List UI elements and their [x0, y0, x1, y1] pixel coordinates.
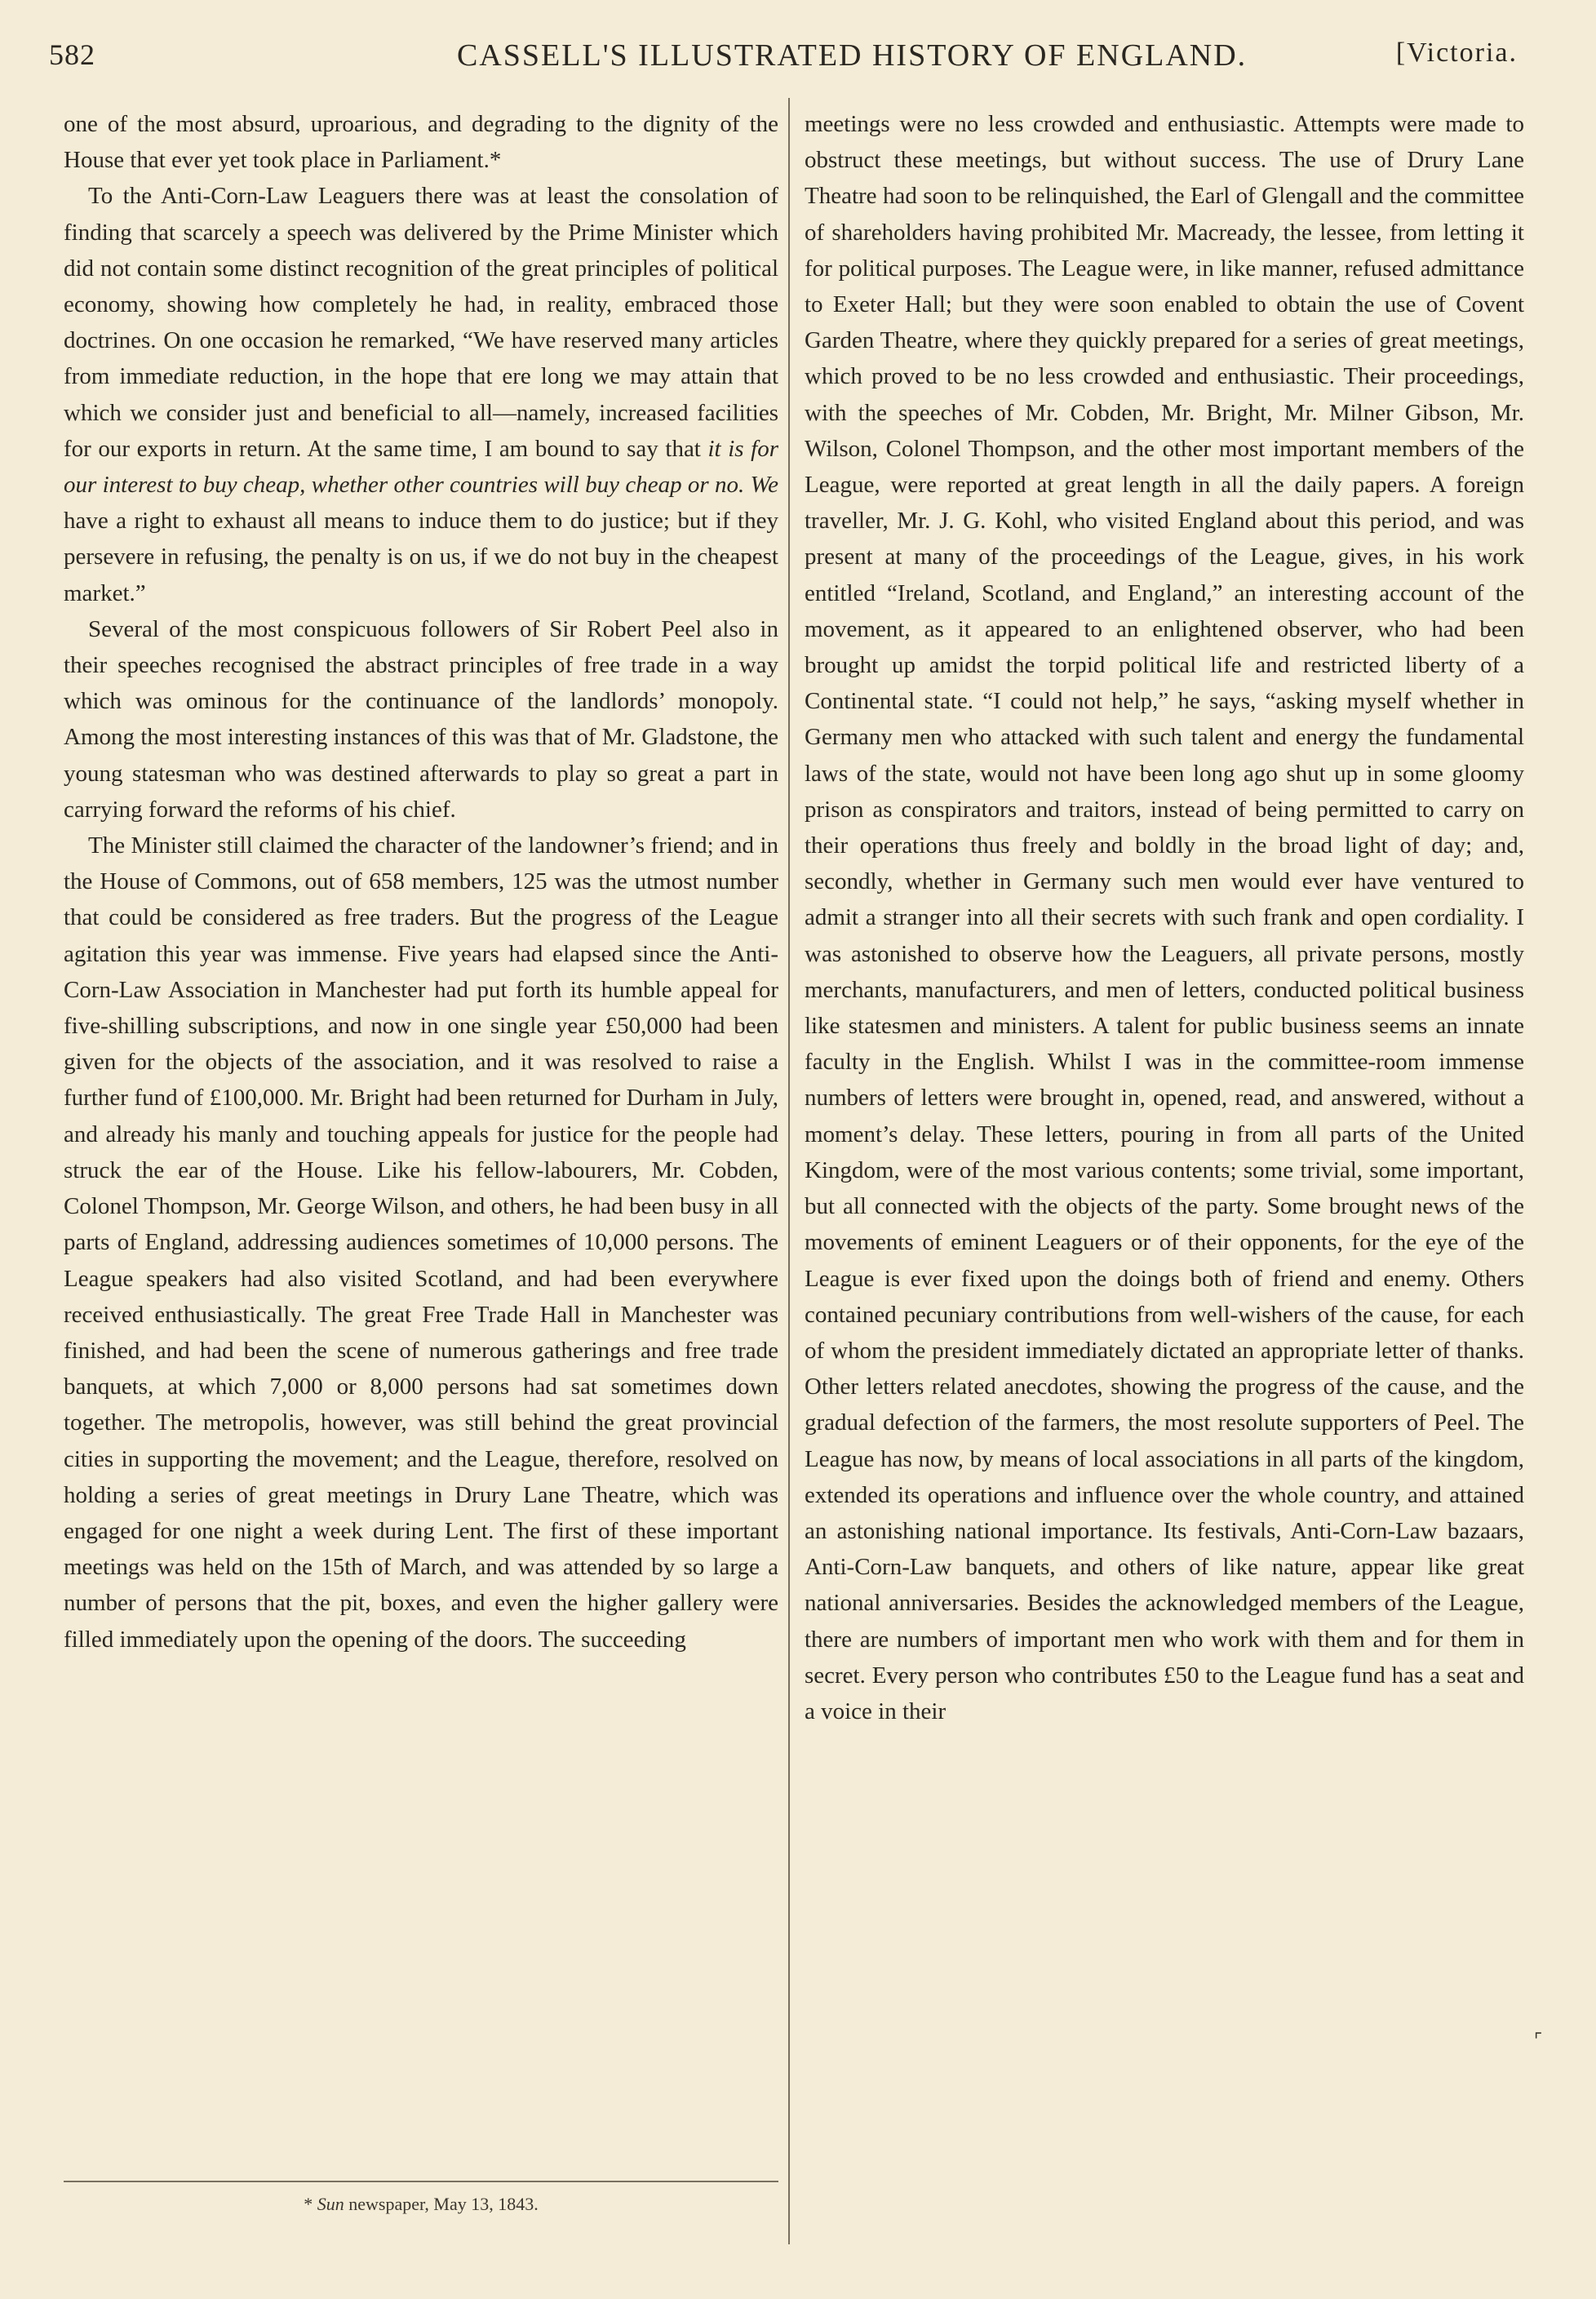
- paragraph: [64, 178, 778, 610]
- running-header: [49, 33, 1518, 83]
- paragraph: meetings were no less crowded and enthusiastic. Attempts were made to obstruct these meetings, but without success. The use of Drury Lane Theatre had soon to be relinquished, the Earl of Glengall and the committee of shareholders having prohibited Mr. Macready, the lessee, from letting it for political purposes. The League were, in like manner, refused admittance to Exeter Hall; but they were soon enabled to obtain the use of Covent Garden Theatre, where they quickly prepared for a series of great meetings, which proved to be no less crowded and enthusiastic. Their proceedings, with the speeches of Mr. Cobden, Mr. Bright, Mr. Milner Gibson, Mr. Wilson, Colonel Thompson, and the other most important members of the League, were reported at great length in all the daily papers. A foreign traveller, Mr. J. G. Kohl, who visited England about this period, and was present at many of the proceedings of the League, gives, in his work entitled “Ireland, Scotland, and England,” an interesting account of the movement, as it appeared to an enlightened observer, who had been brought up amidst the torpid political life and restricted liberty of a Continental state. “I could not help,” he says, “asking myself whether in Germany men who attacked with such talent and energy the fundamental laws of the state, would not have been long ago shut up in some gloomy prison as conspirators and traitors, instead of being permitted to carry on their operations thus freely and boldly in the broad light of day; and, secondly, whether in Germany such men would ever have ventured to admit a stranger into all their secrets with such frank and open cordiality. I was astonished to observe how the Leaguers, all private persons, mostly merchants, manufacturers, and men of letters, conducted political business like statesmen and ministers. A talent for public business seems an innate faculty in the English. Whilst I was in the committee-room immense numbers of letters were brought in, opened, read, and answered, without a moment’s delay. These letters, pouring in from all parts of the United Kingdom, were of the most various contents; some trivial, some important, but all connected with the objects of the party. Some brought news of the movements of eminent Leaguers or of their opponents, for the eye of the League is ever fixed upon the doings both of friend and enemy. Others contained pecuniary contributions from well-wishers of the cause, for each of whom the president immediately dictated an appropriate letter of thanks. Other letters related anecdotes, showing the progress of the cause, and the gradual defection of the farmers, the most resolute supporters of Peel. The League has now, by means of local associations in all parts of the kingdom, extended its operations and influence over the whole country, and attained an astonishing national importance. Its festivals, Anti-Corn-Law bazaars, Anti-Corn-Law banquets, and others of like nature, appear like great national anniversaries. Besides the acknowledged members of the League, there are numbers of important men who work with them and for them in secret. Every person who contributes £50 to the League fund has a seat and a voice in their: [805, 111, 1524, 1724]
- italic-quote: it is for our interest to buy cheap, whether other countries will buy cheap or no. We: [64, 435, 778, 499]
- footnote-rule: [64, 2181, 778, 2182]
- reign-label: [Victoria.: [1395, 38, 1518, 68]
- page-number: 582: [49, 38, 95, 71]
- column-divider: [788, 98, 790, 2244]
- margin-mark: ⌜: [1534, 2030, 1543, 2050]
- footnote-source: Sun: [317, 2194, 344, 2214]
- right-column: [805, 106, 1524, 1729]
- paragraph: The Minister still claimed the character of the landowner’s friend; and in the House of Commons, out of 658 members, 125 was the utmost number that could be considered as free traders. But the progress of the League agitation this year was immense. Five years had elapsed since the Anti-Corn-Law Association in Manchester had put forth its humble appeal for five-shilling subscriptions, and now in one single year £50,000 had been given for the objects of the association, and it was resolved to raise a further fund of £100,000. Mr. Bright had been returned for Durham in July, and already his manly and touching appeals for justice for the people had struck the ear of the House. Like his fellow-labourers, Mr. Cobden, Colonel Thompson, Mr. George Wilson, and others, he had been busy in all parts of England, addressing audiences sometimes of 10,000 persons. The League speakers had also visited Scotland, and had been everywhere received enthusiastically. The great Free Trade Hall in Manchester was finished, and had been the scene of numerous gatherings and free trade banquets, at which 7,000 or 8,000 persons had sat sometimes down together. The metropolis, however, was still behind the great provincial cities in supporting the movement; and the League, therefore, resolved on holding a series of great meetings in Drury Lane Theatre, which was engaged for one night a week during Lent. The first of these important meetings was held on the 15th of March, and was attended by so large a number of persons that the pit, boxes, and even the higher gallery were filled immediately upon the opening of the doors. The succeeding: [64, 832, 778, 1653]
- footnote-text: newspaper, May 13, 1843.: [344, 2194, 539, 2214]
- running-title: CASSELL'S ILLUSTRATED HISTORY OF ENGLAND.: [457, 38, 1248, 73]
- paragraph: one of the most absurd, uproarious, and degrading to the dignity of the House that ever yet took place in Parliament.*: [64, 111, 778, 174]
- paragraph: Several of the most conspicuous followers of Sir Robert Peel also in their speeches recognised the abstract principles of free trade in a way which was ominous for the continuance of the landlords’ monopoly. Among the most interesting instances of this was that of Mr. Gladstone, the young statesman who was destined afterwards to play so great a part in carrying forward the reforms of his chief.: [64, 615, 778, 823]
- footnote-marker: *: [304, 2194, 317, 2214]
- left-column: [64, 106, 778, 1658]
- paragraph-text: To the Anti-Corn-Law Leaguers there was at least the consolation of finding that scarcely a speech was delivered by the Prime Minister which did not contain some distinct recognition of the great principles of political economy, showing how completely he had, in reality, embraced those doctrines. On one occasion he remarked, “We have reserved many articles from immediate reduction, in the hope that ere long we may attain that which we consider just and beneficial to all—namely, increased facilities for our exports in return. At the same time, I am bound to say that: [64, 183, 778, 462]
- footnote: [64, 2194, 778, 2215]
- paragraph-text: have a right to exhaust all means to induce them to do justice; but if they persevere in refusing, the penalty is on us, if we do not buy in the cheapest market.”: [64, 508, 778, 606]
